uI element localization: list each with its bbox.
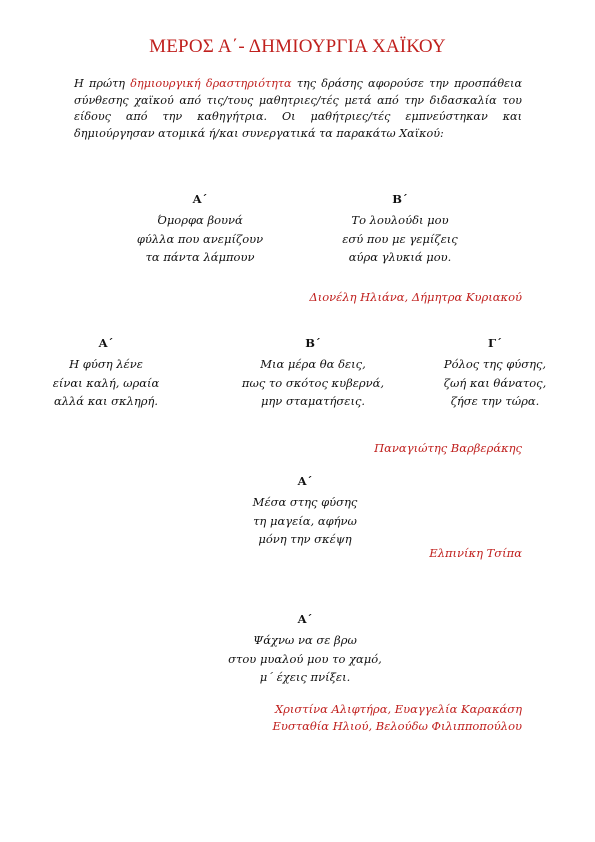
author-credit-4: [272, 701, 522, 735]
haiku-label: Β΄: [305, 336, 321, 350]
haiku-line: στου μυαλού μου το χαμό,: [228, 651, 382, 666]
haiku-line: Ψάχνω να σε βρω: [253, 633, 357, 648]
haiku-1a: [120, 190, 280, 267]
author-name: Ελπινίκη Τσίπα: [429, 546, 522, 560]
haiku-line: εσύ που με γεμίζεις: [342, 231, 458, 246]
intro-text-end: της δράσης αφορούσε την προσπάθεια σύνθεσης χαϊκού από τις/τους μαθητριες/τές μετά από την διδασκαλία του είδους από την καθηγήτρια. Οι μαθήτριες/τές εμπνεύστηκαν και δημιούργησαν ατομικά ή/και συνεργατικά τα παρακάτω Χαϊκού:: [74, 77, 523, 140]
author-name: Χριστίνα Αλιφτήρα, Ευαγγελία Καρακάση: [274, 702, 522, 716]
haiku-line: είναι καλή, ωραία: [52, 375, 160, 390]
haiku-line: αλλά και σκληρή.: [53, 394, 159, 409]
haiku-line: φύλλα που ανεμίζουν: [136, 231, 264, 246]
author-credit-2: [374, 440, 522, 457]
haiku-label: Α΄: [192, 192, 208, 206]
intro-paragraph: [74, 76, 522, 142]
intro-text-start: Η πρώτη: [74, 77, 131, 90]
haiku-label: Γ΄: [488, 336, 502, 350]
haiku-line: Μια μέρα θα δεις,: [260, 357, 366, 372]
haiku-line: πως το σκότος κυβερνά,: [241, 375, 385, 390]
haiku-label: Β΄: [392, 192, 408, 206]
haiku-1b: [325, 190, 475, 267]
haiku-line: Η φύση λένε: [69, 357, 143, 372]
haiku-line: Όμορφα βουνά: [157, 213, 243, 228]
haiku-label: Α΄: [297, 474, 313, 488]
haiku-line: ζωή και θάνατος,: [443, 375, 547, 390]
haiku-2b: [233, 334, 393, 411]
haiku-line: Μέσα στης φύσης: [252, 495, 358, 510]
haiku-2a: [46, 334, 166, 411]
haiku-line: μόνη την σκέψη: [258, 532, 352, 547]
haiku-line: μ΄ έχεις πνίξει.: [259, 670, 351, 685]
haiku-line: Ρόλος της φύσης,: [443, 357, 547, 372]
author-name: Παναγιώτης Βαρβεράκης: [374, 441, 522, 455]
haiku-line: αύρα γλυκιά μου.: [348, 250, 452, 265]
author-name: Διονέλη Ηλιάνα, Δήμητρα Κυριακού: [309, 290, 522, 304]
haiku-line: Το λουλούδι μου: [351, 213, 449, 228]
haiku-line: τα πάντα λάμπουν: [145, 250, 255, 265]
haiku-label: Α΄: [297, 612, 313, 626]
author-credit-3: [429, 545, 522, 562]
haiku-line: τη μαγεία, αφήνω: [253, 513, 357, 528]
haiku-line: ζήσε την τώρα.: [450, 394, 540, 409]
haiku-4a: [205, 610, 405, 687]
haiku-3a: [225, 472, 385, 549]
intro-highlight: δημιουργική δραστηριότητα: [130, 77, 292, 90]
haiku-label: Α΄: [98, 336, 114, 350]
haiku-line: μην σταματήσεις.: [260, 394, 366, 409]
author-credit-1: [309, 289, 522, 306]
page-title: ΜΕΡΟΣ Α΄- ΔΗΜΙΟΥΡΓΙΑ ΧΑΪΚΟΥ: [149, 36, 446, 57]
author-name: Ευσταθία Ηλιού, Βελούδω Φιλιπποπούλου: [272, 719, 522, 733]
haiku-2c: [435, 334, 555, 411]
